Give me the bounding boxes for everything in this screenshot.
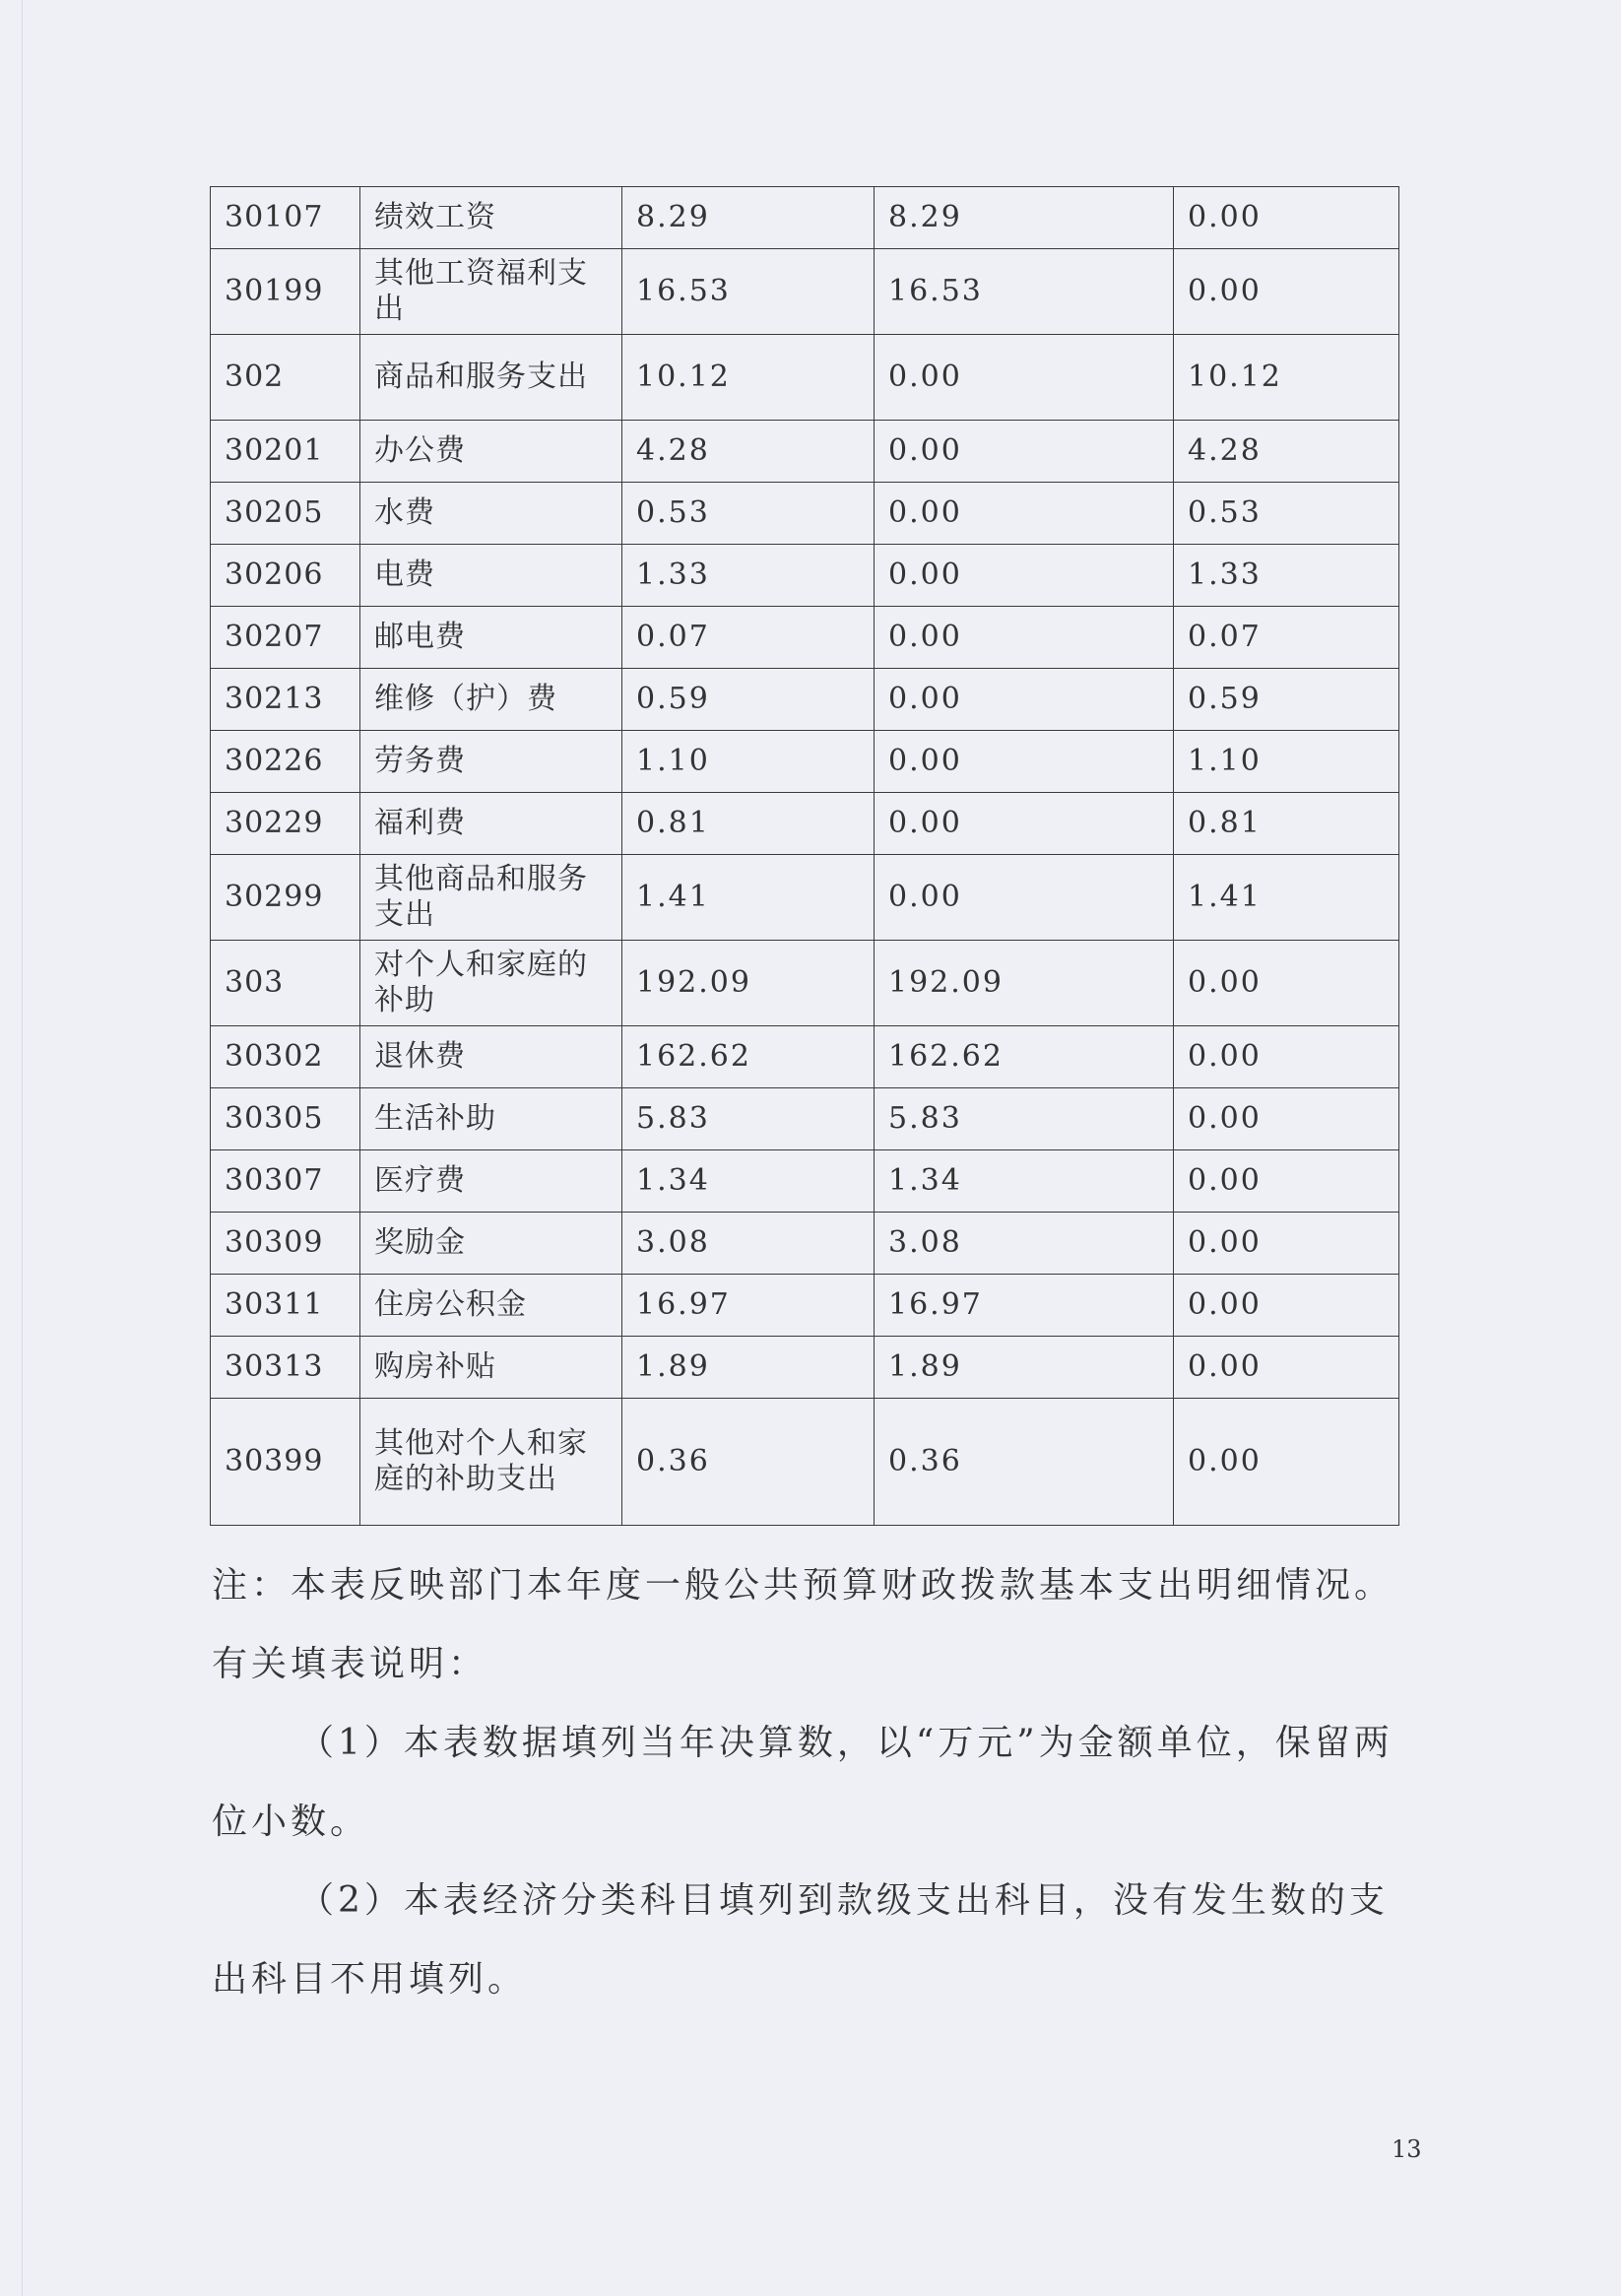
- subject-name: 福利费: [360, 793, 622, 855]
- table-row: [211, 1275, 1399, 1337]
- table-row: [211, 1213, 1399, 1275]
- subject-code: 30206: [211, 545, 360, 607]
- subject-name: 水费: [360, 483, 622, 545]
- total-amount: 192.09: [622, 941, 875, 1026]
- personnel-amount: 0.00: [875, 335, 1174, 421]
- personnel-amount: 192.09: [875, 941, 1174, 1026]
- total-amount: 1.10: [622, 731, 875, 793]
- public-amount: 0.00: [1174, 1150, 1399, 1213]
- personnel-amount: 3.08: [875, 1213, 1174, 1275]
- table-row: [211, 731, 1399, 793]
- public-amount: 0.53: [1174, 483, 1399, 545]
- total-amount: 16.97: [622, 1275, 875, 1337]
- subject-code: 303: [211, 941, 360, 1026]
- total-amount: 16.53: [622, 249, 875, 335]
- subject-code: 30229: [211, 793, 360, 855]
- personnel-amount: 0.00: [875, 669, 1174, 731]
- subject-name: 生活补助: [360, 1088, 622, 1150]
- public-amount: 0.00: [1174, 1088, 1399, 1150]
- table-row: [211, 1026, 1399, 1088]
- public-amount: 4.28: [1174, 421, 1399, 483]
- table-body: [211, 187, 1399, 1526]
- personnel-amount: 162.62: [875, 1026, 1174, 1088]
- public-amount: 0.59: [1174, 669, 1399, 731]
- public-amount: 1.41: [1174, 855, 1399, 941]
- personnel-amount: 5.83: [875, 1088, 1174, 1150]
- subject-code: 30207: [211, 607, 360, 669]
- public-amount: 0.00: [1174, 249, 1399, 335]
- public-amount: 0.00: [1174, 1213, 1399, 1275]
- note-item-1: （1）本表数据填列当年决算数，以“万元”为金额单位，保留两位小数。: [212, 1723, 1394, 1842]
- public-amount: 0.00: [1174, 187, 1399, 249]
- public-amount: 0.00: [1174, 1337, 1399, 1399]
- subject-name: 电费: [360, 545, 622, 607]
- total-amount: 1.89: [622, 1337, 875, 1399]
- subject-name: 其他工资福利支出: [360, 249, 622, 335]
- note-item-2: （2）本表经济分类科目填列到款级支出科目，没有发生数的支出科目不用填列。: [212, 1880, 1389, 2000]
- subject-name: 住房公积金: [360, 1275, 622, 1337]
- total-amount: 5.83: [622, 1088, 875, 1150]
- personnel-amount: 0.00: [875, 545, 1174, 607]
- personnel-amount: 0.00: [875, 793, 1174, 855]
- total-amount: 0.36: [622, 1399, 875, 1526]
- public-amount: 1.33: [1174, 545, 1399, 607]
- table-row: [211, 1150, 1399, 1213]
- personnel-amount: 0.00: [875, 855, 1174, 941]
- subject-name: 购房补贴: [360, 1337, 622, 1399]
- total-amount: 0.59: [622, 669, 875, 731]
- total-amount: 4.28: [622, 421, 875, 483]
- total-amount: 162.62: [622, 1026, 875, 1088]
- table-row: [211, 483, 1399, 545]
- public-amount: 0.81: [1174, 793, 1399, 855]
- personnel-amount: 0.00: [875, 607, 1174, 669]
- table-row: [211, 335, 1399, 421]
- subject-code: 30226: [211, 731, 360, 793]
- subject-code: 30305: [211, 1088, 360, 1150]
- subject-name: 退休费: [360, 1026, 622, 1088]
- subject-name: 医疗费: [360, 1150, 622, 1213]
- subject-name: 维修（护）费: [360, 669, 622, 731]
- subject-code: 30299: [211, 855, 360, 941]
- table-notes: [212, 1546, 1423, 2019]
- public-amount: 1.10: [1174, 731, 1399, 793]
- expenditure-detail-table: [210, 186, 1399, 1526]
- total-amount: 1.33: [622, 545, 875, 607]
- public-amount: 0.00: [1174, 1275, 1399, 1337]
- total-amount: 3.08: [622, 1213, 875, 1275]
- subject-name: 奖励金: [360, 1213, 622, 1275]
- personnel-amount: 1.89: [875, 1337, 1174, 1399]
- subject-code: 30313: [211, 1337, 360, 1399]
- personnel-amount: 8.29: [875, 187, 1174, 249]
- subject-name: 办公费: [360, 421, 622, 483]
- table-row: [211, 941, 1399, 1026]
- subject-code: 30205: [211, 483, 360, 545]
- public-amount: 0.00: [1174, 1399, 1399, 1526]
- total-amount: 10.12: [622, 335, 875, 421]
- subject-name: 对个人和家庭的补助: [360, 941, 622, 1026]
- public-amount: 0.00: [1174, 1026, 1399, 1088]
- page-number: 13: [1392, 2135, 1422, 2163]
- table-row: [211, 669, 1399, 731]
- public-amount: 0.00: [1174, 941, 1399, 1026]
- table-row: [211, 793, 1399, 855]
- subject-name: 劳务费: [360, 731, 622, 793]
- subject-code: 30107: [211, 187, 360, 249]
- subject-code: 30307: [211, 1150, 360, 1213]
- total-amount: 0.53: [622, 483, 875, 545]
- personnel-amount: 0.00: [875, 483, 1174, 545]
- subject-name: 绩效工资: [360, 187, 622, 249]
- total-amount: 1.34: [622, 1150, 875, 1213]
- personnel-amount: 1.34: [875, 1150, 1174, 1213]
- personnel-amount: 0.00: [875, 421, 1174, 483]
- table-row: [211, 187, 1399, 249]
- table-row: [211, 855, 1399, 941]
- personnel-amount: 0.00: [875, 731, 1174, 793]
- subject-code: 30302: [211, 1026, 360, 1088]
- subject-name: 其他对个人和家庭的补助支出: [360, 1399, 622, 1526]
- subject-name: 商品和服务支出: [360, 335, 622, 421]
- total-amount: 8.29: [622, 187, 875, 249]
- public-amount: 10.12: [1174, 335, 1399, 421]
- subject-name: 其他商品和服务支出: [360, 855, 622, 941]
- subject-name: 邮电费: [360, 607, 622, 669]
- table-row: [211, 1088, 1399, 1150]
- table-row: [211, 421, 1399, 483]
- table-row: [211, 607, 1399, 669]
- personnel-amount: 16.97: [875, 1275, 1174, 1337]
- total-amount: 0.07: [622, 607, 875, 669]
- table-row: [211, 1399, 1399, 1526]
- table-row: [211, 545, 1399, 607]
- public-amount: 0.07: [1174, 607, 1399, 669]
- table-row: [211, 1337, 1399, 1399]
- note-intro: 注：本表反映部门本年度一般公共预算财政拨款基本支出明细情况。有关填表说明：: [212, 1565, 1394, 1684]
- personnel-amount: 16.53: [875, 249, 1174, 335]
- subject-code: 30201: [211, 421, 360, 483]
- total-amount: 0.81: [622, 793, 875, 855]
- personnel-amount: 0.36: [875, 1399, 1174, 1526]
- subject-code: 30311: [211, 1275, 360, 1337]
- subject-code: 30213: [211, 669, 360, 731]
- total-amount: 1.41: [622, 855, 875, 941]
- subject-code: 30399: [211, 1399, 360, 1526]
- subject-code: 30309: [211, 1213, 360, 1275]
- table-row: [211, 249, 1399, 335]
- subject-code: 302: [211, 335, 360, 421]
- subject-code: 30199: [211, 249, 360, 335]
